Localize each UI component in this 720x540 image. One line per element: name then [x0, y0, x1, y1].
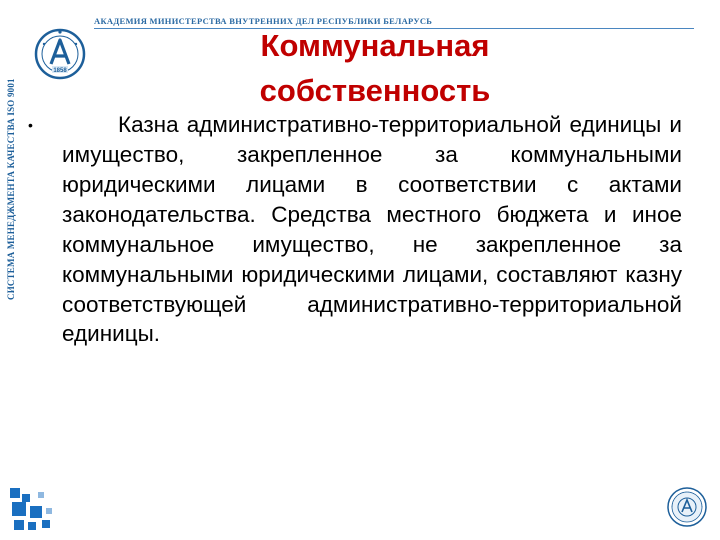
- body-paragraph: Казна административно-территориальной единицы и имущество, закрепленное за коммунальными юридическими лицами в соответствии с актами законодательства. Средства местного бюджета и иное коммунальное имущество, не закрепленное за коммунальными юридическими лицами, составляют казну соответствующей административно-территориальной единицы.: [62, 112, 682, 347]
- slide-title: Коммунальная собственность: [259, 28, 491, 108]
- bullet-marker: •: [28, 117, 33, 133]
- logo-year: 1858: [53, 68, 67, 74]
- decorative-squares-icon: [8, 486, 56, 534]
- academy-emblem-icon: [34, 24, 86, 84]
- organization-header: АКАДЕМИЯ МИНИСТЕРСТВА ВНУТРЕННИХ ДЕЛ РЕСПУБЛИКИ БЕЛАРУСЬ: [94, 16, 433, 26]
- side-caption-text: СИСТЕМА МЕНЕДЖМЕНТА КАЧЕСТВА ISO 9001: [6, 78, 16, 300]
- academy-seal-icon: [666, 486, 708, 528]
- side-caption: [6, 40, 20, 300]
